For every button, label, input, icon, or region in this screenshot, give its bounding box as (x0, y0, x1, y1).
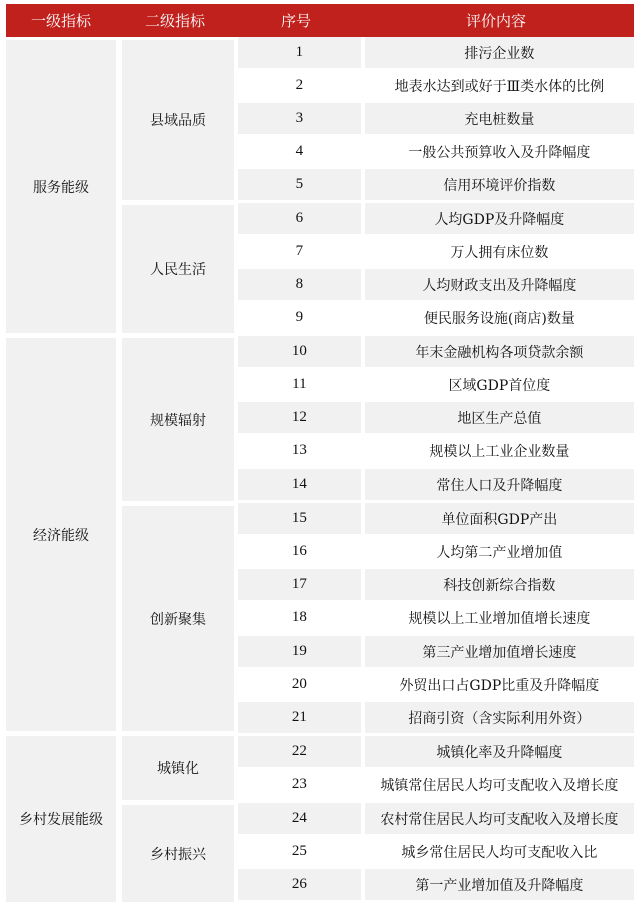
seq-cell: 26 (238, 869, 361, 900)
header-level1: 一级指标 (30, 12, 91, 30)
seq-cell: 10 (238, 336, 361, 367)
table-row (238, 136, 634, 167)
table-row (238, 669, 634, 700)
table-row (238, 435, 634, 466)
seq-cell: 20 (291, 676, 307, 692)
table-row (238, 769, 634, 800)
level1-service: 服务能级 (6, 40, 116, 333)
seq-cell: 11 (292, 376, 307, 392)
content-cell: 信用环境评价指数 (365, 169, 634, 200)
table-row (238, 402, 634, 433)
level2-livelihood: 人民生活 (122, 205, 234, 333)
table-row (238, 236, 634, 267)
content-cell: 人均GDP及升降幅度 (365, 203, 634, 234)
seq-cell: 19 (238, 636, 361, 667)
header-content: 评价内容 (465, 12, 526, 30)
table-row (238, 569, 634, 600)
table-row (238, 869, 634, 900)
content-cell: 规模以上工业企业数量 (429, 443, 570, 460)
seq-cell: 6 (238, 203, 361, 234)
seq-cell: 8 (238, 269, 361, 300)
content-cell: 排污企业数 (365, 37, 634, 68)
table-row (238, 702, 634, 733)
seq-cell: 14 (238, 469, 361, 500)
table-row (238, 736, 634, 767)
seq-cell: 25 (291, 843, 307, 859)
table-row (238, 469, 634, 500)
table-row (238, 302, 634, 333)
content-cell: 年末金融机构各项贷款余额 (365, 336, 634, 367)
content-cell: 第三产业增加值增长速度 (365, 636, 634, 667)
table-row (238, 103, 634, 134)
content-cell: 外贸出口占GDP比重及升降幅度 (399, 677, 600, 694)
table-row (238, 70, 634, 101)
level2-innovation: 创新聚集 (122, 506, 234, 731)
level2-rural-revitalization: 乡村振兴 (122, 805, 234, 902)
content-cell: 人均第二产业增加值 (436, 544, 563, 561)
level2-scale: 规模辐射 (122, 338, 234, 501)
content-cell: 城镇常住居民人均可支配收入及增长度 (380, 777, 619, 794)
content-cell: 一般公共预算收入及升降幅度 (408, 144, 591, 161)
table-row (238, 269, 634, 300)
table-row (238, 803, 634, 834)
content-cell: 地表水达到或好于Ⅲ类水体的比例 (394, 78, 605, 95)
table-header (6, 4, 634, 37)
table-row (238, 636, 634, 667)
table-row (238, 203, 634, 234)
content-cell: 城乡常住居民人均可支配收入比 (401, 844, 598, 861)
seq-cell: 4 (295, 143, 304, 159)
content-cell: 地区生产总值 (365, 402, 634, 433)
seq-cell: 2 (295, 77, 304, 93)
content-cell: 招商引资（含实际利用外资） (365, 702, 634, 733)
seq-cell: 9 (295, 309, 304, 325)
content-cell: 单位面积GDP产出 (365, 503, 634, 534)
content-cell: 人均财政支出及升降幅度 (365, 269, 634, 300)
table-row (238, 503, 634, 534)
content-cell: 城镇化率及升降幅度 (365, 736, 634, 767)
table-row (238, 836, 634, 867)
seq-cell: 3 (238, 103, 361, 134)
content-cell: 便民服务设施(商店)数量 (423, 310, 575, 327)
level1-economy: 经济能级 (6, 338, 116, 731)
table-row (238, 536, 634, 567)
seq-cell: 7 (295, 243, 304, 259)
seq-cell: 22 (238, 736, 361, 767)
seq-cell: 15 (238, 503, 361, 534)
seq-cell: 24 (238, 803, 361, 834)
seq-cell: 13 (291, 442, 307, 458)
table-row (238, 602, 634, 633)
seq-cell: 5 (238, 169, 361, 200)
content-cell: 常住人口及升降幅度 (365, 469, 634, 500)
content-cell: 科技创新综合指数 (365, 569, 634, 600)
seq-cell: 18 (291, 609, 307, 625)
table-row (238, 169, 634, 200)
table-row (238, 37, 634, 68)
content-cell: 第一产业增加值及升降幅度 (365, 869, 634, 900)
table-row (238, 369, 634, 400)
seq-cell: 17 (238, 569, 361, 600)
seq-cell: 16 (291, 543, 307, 559)
level2-county-quality: 县域品质 (122, 40, 234, 200)
content-cell: 区域GDP首位度 (448, 377, 551, 394)
header-seq: 序号 (280, 12, 311, 30)
content-cell: 充电桩数量 (365, 103, 634, 134)
seq-cell: 1 (238, 37, 361, 68)
seq-cell: 21 (238, 702, 361, 733)
content-cell: 规模以上工业增加值增长速度 (408, 610, 591, 627)
content-cell: 农村常住居民人均可支配收入及增长度 (365, 803, 634, 834)
seq-cell: 23 (291, 776, 307, 792)
content-cell: 万人拥有床位数 (450, 244, 549, 261)
seq-cell: 12 (238, 402, 361, 433)
table-row (238, 336, 634, 367)
level2-urbanization: 城镇化 (122, 736, 234, 800)
header-level2: 二级指标 (144, 12, 205, 30)
level1-rural: 乡村发展能级 (6, 736, 116, 902)
